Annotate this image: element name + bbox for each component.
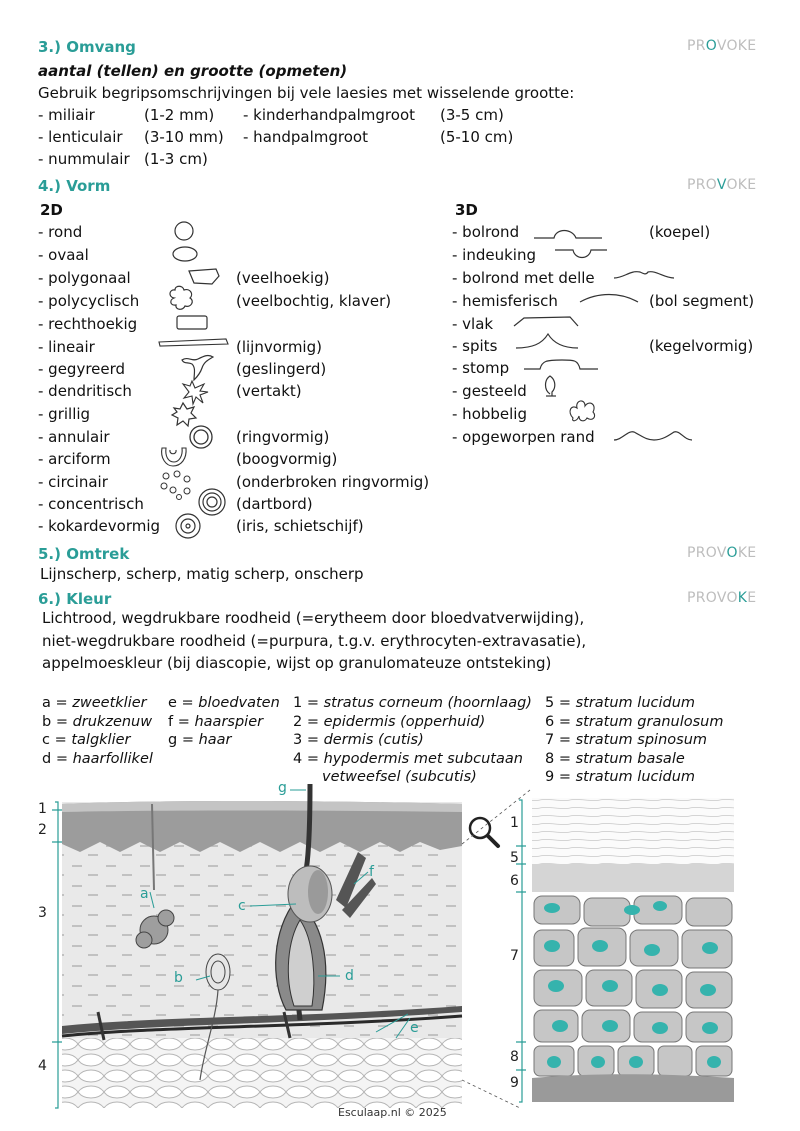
shape-2d-name: - annulair [38,428,110,446]
shape-2d-desc: (onderbroken ringvormig) [236,473,430,491]
figure-number: 8 [510,1049,519,1065]
legend-letter: b = drukzenuw [42,714,153,730]
shape-2d-name: - kokardevormig [38,517,161,535]
depression-icon [553,244,611,264]
provoke-label: PROVOKE [687,590,757,606]
size-value: (3-5 cm) [440,106,504,124]
shape-3d-desc: (kegelvormig) [649,337,754,355]
figure-letter: f [369,864,374,880]
shape-3d-name: - gesteeld [452,382,527,400]
section-6-line: appelmoeskleur (bij diascopie, wijst op granulomateuze ontsteking) [42,654,552,672]
shape-2d-desc: (ringvormig) [236,428,330,446]
shape-3d-name: - bolrond met delle [452,269,595,287]
section-6-title: 6.) Kleur [38,590,112,608]
shape-2d-name: - dendritisch [38,382,132,400]
shape-3d-name: - bolrond [452,223,520,241]
rectangle-icon [175,312,211,334]
size-item: - kinderhandpalmgroot [243,106,416,124]
figure-letter: b [174,970,183,986]
cone-icon [514,330,582,352]
legend-layer: 4 = hypodermis met subcutaan [293,751,523,767]
shape-2d-desc: (iris, schietschijf) [236,517,364,535]
shape-2d-desc: (boogvormig) [236,450,338,468]
shape-2d-desc: (veelhoekig) [236,269,330,287]
shape-2d-name: - arciform [38,450,111,468]
shape-3d-name: - vlak [452,315,494,333]
shape-2d-name: - polygonaal [38,269,131,287]
shape-3d-name: - hobbelig [452,405,527,423]
shape-2d-name: - polycyclisch [38,292,140,310]
figure-letter: c [238,898,246,914]
clover-icon [166,284,200,312]
figure-letter: a [140,886,149,902]
section-5-text: Lijnscherp, scherp, matig scherp, onscherp [40,565,364,583]
shape-3d-desc: (koepel) [649,223,711,241]
figure-number: 2 [38,822,47,838]
shape-2d-name: - ovaal [38,246,89,264]
figure-number: 9 [510,1075,519,1091]
flat-icon [512,312,582,330]
shape-2d-desc: (dartbord) [236,495,313,513]
legend-layer: 7 = stratum spinosum [545,732,708,748]
shape-3d-name: - hemisferisch [452,292,558,310]
legend-layer: 2 = epidermis (opperhuid) [293,714,486,730]
legend-layer: 9 = stratum lucidum [545,769,696,785]
circle-icon [170,220,200,244]
legend-layer: 6 = stratum granulosum [545,714,724,730]
shape-3d-name: - stomp [452,359,510,377]
col-2d-header: 2D [40,201,63,219]
legend-layer: 8 = stratum basale [545,751,685,767]
shape-3d-name: - opgeworpen rand [452,428,595,446]
shape-2d-name: - rechthoekig [38,315,138,333]
shape-3d-desc: (bol segment) [649,292,755,310]
iris-icon [174,512,208,542]
figure-number: 3 [38,905,47,921]
size-item: - nummulair [38,150,130,168]
size-value: (1-2 mm) [144,106,215,124]
shape-2d-name: - grillig [38,405,91,423]
size-item: - handpalmgroot [243,128,368,146]
umbilicated-icon [612,266,676,282]
oval-icon [170,244,200,266]
line-icon [156,336,232,352]
figure-number: 6 [510,873,519,889]
figure-letter: e [410,1020,419,1036]
legend-letter: e = bloedvaten [168,695,280,711]
section-5-title: 5.) Omtrek [38,545,130,563]
bumpy-icon [565,396,601,424]
legend-letter: f = haarspier [168,714,264,730]
section-3-intro: Gebruik begripsomschrijvingen bij vele laesies met wisselende grootte: [38,84,575,102]
section-6-line: Lichtrood, wegdrukbare roodheid (=erytheem door bloedvatverwijding), [42,609,585,627]
skin-cross-section-figure [0,780,800,1110]
shape-2d-desc: (veelbochtig, klaver) [236,292,392,310]
broken-ring-icon [160,470,196,500]
col-3d-header: 3D [455,201,478,219]
shape-3d-name: - indeuking [452,246,536,264]
raised-edge-icon [612,426,696,444]
shape-2d-name: - gegyreerd [38,360,126,378]
figure-number: 7 [510,948,519,964]
section-3-subtitle: aantal (tellen) en grootte (opmeten) [38,62,348,80]
provoke-label: PROVOKE [687,545,757,561]
shape-3d-name: - spits [452,337,498,355]
size-value: (5-10 cm) [440,128,514,146]
legend-layer: vetweefsel (subcutis) [322,769,477,785]
footer-copyright: Esculaap.nl © 2025 [338,1106,447,1119]
dome-icon [532,224,606,242]
legend-letter: g = haar [168,732,232,748]
legend-letter: a = zweetklier [42,695,147,711]
legend-letter: d = haarfollikel [42,751,153,767]
figure-number: 1 [510,815,519,831]
shape-2d-desc: (geslingerd) [236,360,327,378]
size-value: (1-3 cm) [144,150,208,168]
size-value: (3-10 mm) [144,128,224,146]
shape-2d-name: - lineair [38,338,95,356]
shape-2d-name: - rond [38,223,83,241]
shape-2d-name: - circinair [38,473,108,491]
provoke-label: PROVOKE [687,38,757,54]
legend-layer: 5 = stratum lucidum [545,695,696,711]
legend-letter: c = talgklier [42,732,131,748]
section-6-line: niet-wegdrukbare roodheid (=purpura, t.g.v. erythrocyten-extravasatie), [42,632,587,650]
figure-letter: d [345,968,354,984]
legend-layer: 3 = dermis (cutis) [293,732,424,748]
legend-layer: 1 = stratus corneum (hoornlaag) [293,695,532,711]
shape-2d-desc: (vertakt) [236,382,302,400]
figure-letter: g [278,780,287,796]
size-item: - lenticulair [38,128,123,146]
shape-2d-name: - concentrisch [38,495,144,513]
size-item: - miliair [38,106,95,124]
stalk-icon [540,372,564,400]
figure-number: 5 [510,850,519,866]
figure-number: 1 [38,801,47,817]
hemisphere-icon [578,290,642,306]
provoke-label: PROVOKE [687,177,757,193]
figure-number: 4 [38,1058,47,1074]
arc-icon [158,444,192,472]
shape-2d-desc: (lijnvormig) [236,338,322,356]
section-3-title: 3.) Omvang [38,38,136,56]
section-4-title: 4.) Vorm [38,177,111,195]
